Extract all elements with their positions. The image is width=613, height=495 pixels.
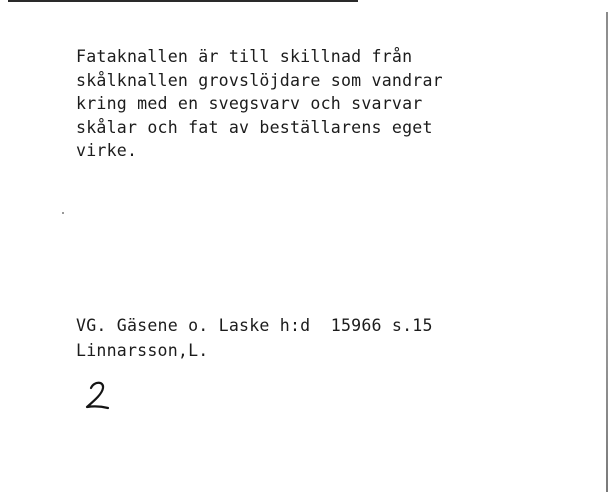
card-right-edge [606, 12, 608, 492]
body-line: kring med en svegsvarv och svarvar [76, 94, 423, 113]
reference-author-line: Linnarsson,L. [76, 341, 209, 360]
body-line: Fataknallen är till skillnad från [76, 47, 413, 66]
card-reference [76, 313, 433, 363]
card-body-text [76, 45, 443, 163]
body-line: skålar och fat av beställarens eget [76, 117, 433, 137]
body-line: skålknallen grovslöjdare som vandrar [76, 70, 443, 90]
reference-location-line: VG. Gäsene o. Laske h:d 15966 s.15 [76, 316, 433, 335]
paper-speck [62, 212, 64, 214]
handwritten-number-2 [82, 378, 112, 412]
card-top-edge [8, 0, 358, 2]
body-line: virke. [76, 141, 138, 160]
